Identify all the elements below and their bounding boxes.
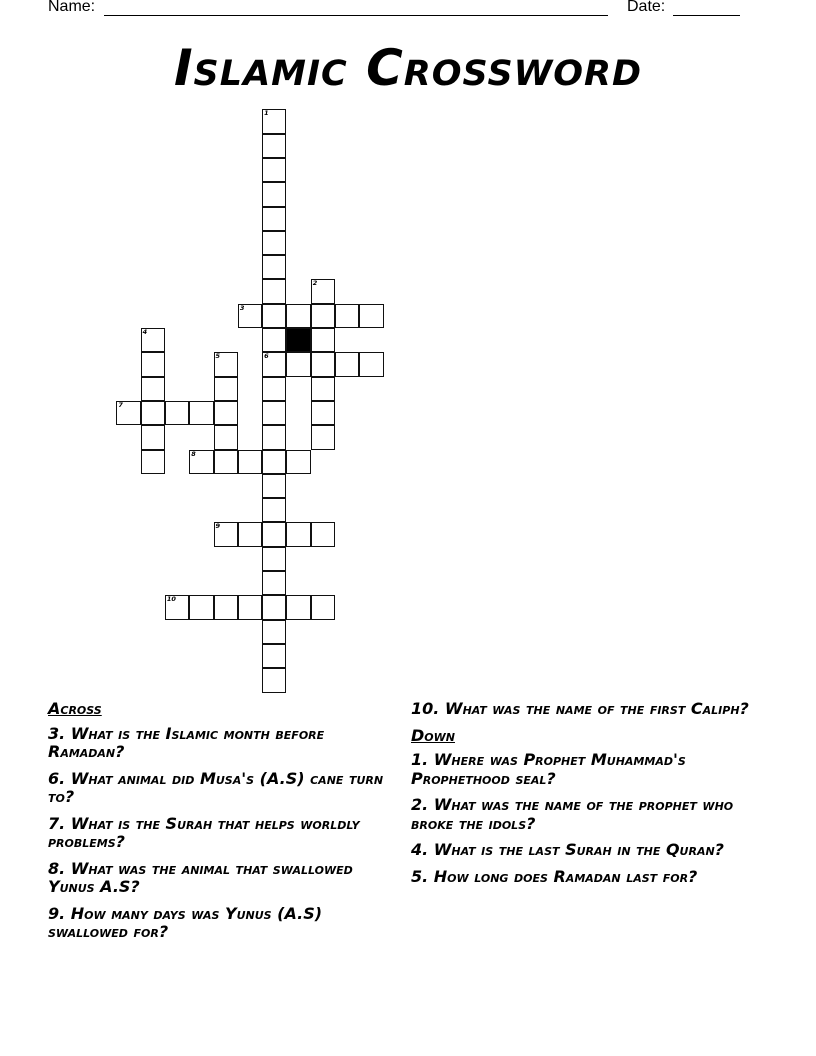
grid-cell[interactable] — [214, 522, 238, 546]
grid-cell[interactable] — [311, 304, 335, 328]
grid-cell[interactable] — [262, 352, 286, 376]
clue-number-label: 2 — [312, 279, 318, 288]
grid-cell[interactable] — [238, 522, 262, 546]
clues-down-column — [411, 700, 751, 894]
clue-across-6: 6. What animal did Musa's (A.S) cane turn to? — [48, 768, 384, 806]
grid-cell[interactable] — [262, 231, 286, 255]
grid-cell[interactable] — [262, 377, 286, 401]
grid-cell[interactable] — [262, 158, 286, 182]
grid-cell[interactable] — [262, 450, 286, 474]
grid-cell[interactable] — [286, 450, 310, 474]
clue-number-label: 5 — [215, 352, 221, 361]
grid-cell[interactable] — [238, 450, 262, 474]
grid-cell[interactable] — [214, 450, 238, 474]
clue-number-label: 3 — [239, 303, 245, 312]
clue-number-label: 6 — [264, 352, 269, 361]
grid-cell[interactable] — [189, 401, 213, 425]
grid-cell[interactable] — [214, 425, 238, 449]
grid-cell[interactable] — [311, 377, 335, 401]
grid-cell[interactable] — [359, 304, 383, 328]
grid-cell[interactable] — [311, 279, 335, 303]
grid-cell[interactable] — [262, 571, 286, 595]
grid-cell[interactable] — [165, 595, 189, 619]
clue-number-label: 4 — [142, 328, 148, 336]
grid-cell[interactable] — [286, 595, 310, 619]
grid-cell[interactable] — [262, 547, 286, 571]
grid-cell[interactable] — [262, 182, 286, 206]
grid-cell[interactable] — [262, 522, 286, 546]
grid-cell[interactable] — [311, 595, 335, 619]
clue-down-2: 2. What was the name of the prophet who broke the idols? — [411, 795, 734, 833]
grid-cell[interactable] — [238, 595, 262, 619]
grid-cell[interactable] — [141, 377, 165, 401]
date-label: Date: — [627, 0, 666, 15]
grid-cell[interactable] — [311, 425, 335, 449]
grid-cell[interactable] — [214, 352, 238, 376]
grid-cell[interactable] — [141, 425, 165, 449]
grid-cell[interactable] — [141, 401, 165, 425]
clue-number-label: 8 — [191, 449, 196, 458]
grid-cell[interactable] — [214, 401, 238, 425]
clue-across-3: 3. What is the Islamic month before Ramadan? — [48, 723, 325, 761]
clue-down-1: 1. Where was Prophet Muhammad's Prophethood seal? — [411, 750, 686, 788]
clue-across-10: 10. What was the name of the first Caliph? — [411, 699, 749, 718]
grid-cell[interactable] — [141, 352, 165, 376]
grid-cell[interactable] — [262, 474, 286, 498]
clue-number-label: 10 — [166, 595, 176, 604]
clue-across-7: 7. What is the Surah that helps worldly problems? — [48, 813, 360, 851]
grid-cell[interactable] — [141, 328, 165, 352]
across-heading: Across — [48, 699, 102, 718]
grid-cell[interactable] — [311, 328, 335, 352]
grid-cell[interactable] — [262, 304, 286, 328]
grid-cell[interactable] — [214, 377, 238, 401]
clue-number-label: 1 — [264, 109, 269, 118]
grid-cell[interactable] — [262, 425, 286, 449]
grid-cell[interactable] — [262, 255, 286, 279]
clue-across-9: 9. How many days was Yunus (A.S) swallowed for? — [48, 903, 323, 941]
grid-cell[interactable] — [335, 304, 359, 328]
grid-cell[interactable] — [116, 401, 140, 425]
grid-cell[interactable] — [311, 401, 335, 425]
grid-cell[interactable] — [262, 401, 286, 425]
grid-cell[interactable] — [262, 644, 286, 668]
grid-cell[interactable] — [359, 352, 383, 376]
grid-cell[interactable] — [189, 595, 213, 619]
grid-cell[interactable] — [286, 304, 310, 328]
clue-across-8: 8. What was the animal that swallowed Yunus A.S? — [48, 858, 353, 896]
down-heading: Down — [411, 725, 455, 745]
clue-number-label: 9 — [215, 522, 221, 531]
grid-cell[interactable] — [262, 207, 286, 231]
grid-cell[interactable] — [214, 595, 238, 619]
grid-cell[interactable] — [311, 522, 335, 546]
grid-cell[interactable] — [262, 109, 286, 133]
clue-number-label: 7 — [118, 400, 123, 409]
grid-cell[interactable] — [262, 279, 286, 303]
grid-cell[interactable] — [286, 352, 310, 376]
clue-down-5: 5. How long does Ramadan last for? — [411, 866, 698, 886]
grid-cell[interactable] — [141, 450, 165, 474]
grid-cell[interactable] — [262, 328, 286, 352]
grid-cell[interactable] — [262, 498, 286, 522]
name-label: Name: — [48, 0, 96, 15]
grid-cell[interactable] — [262, 620, 286, 644]
grid-cell[interactable] — [335, 352, 359, 376]
grid-cell[interactable] — [189, 450, 213, 474]
page-title: Islamic Crossword — [173, 39, 643, 97]
grid-cell[interactable] — [286, 522, 310, 546]
clues-across-column — [48, 700, 388, 950]
grid-cell[interactable] — [165, 401, 189, 425]
grid-cell[interactable] — [262, 134, 286, 158]
grid-cell[interactable] — [262, 595, 286, 619]
black-cell — [286, 328, 310, 352]
grid-cell[interactable] — [311, 352, 335, 376]
grid-cell[interactable] — [238, 304, 262, 328]
clue-down-4: 4. What is the last Surah in the Quran? — [411, 840, 724, 859]
grid-cell[interactable] — [262, 668, 286, 692]
